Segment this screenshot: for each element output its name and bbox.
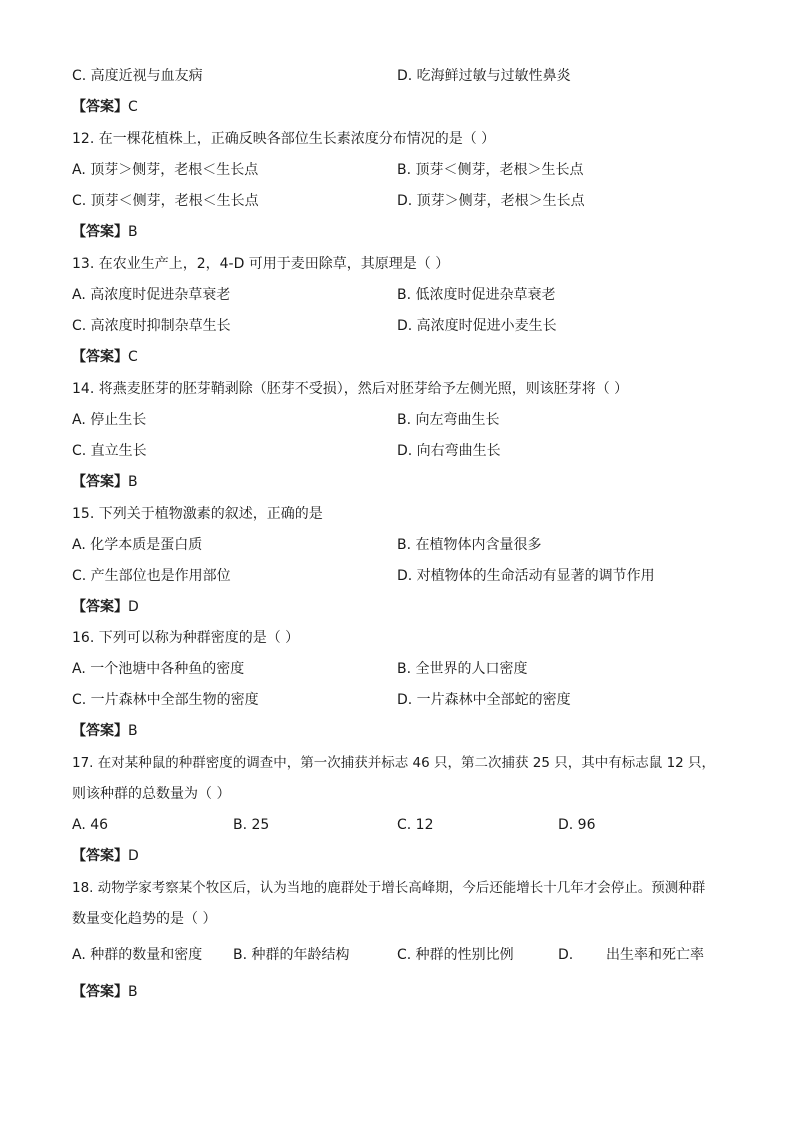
answer-value: C [128,99,138,115]
question-stem: 16. 下列可以称为种群密度的是（ ） [72,630,300,646]
option-d: D. 一片森林中全部蛇的密度 [397,692,571,708]
option-c: C. 产生部位也是作用部位 [72,568,231,584]
option-a: A. 顶芽＞侧芽，老根＜生长点 [72,162,259,178]
option-c: C. 高浓度时抑制杂草生长 [72,318,231,334]
option-d-text: 出生率和死亡率 [606,947,704,963]
question-stem: 17. 在对某种鼠的种群密度的调查中，第一次捕获并标志 46 只，第二次捕获 25 只，其中有标志鼠 12 只， [72,755,716,771]
option-a: A. 停止生长 [72,412,147,428]
option-b: B. 种群的年龄结构 [233,947,350,963]
answer-tag: 【答案】 [72,984,128,1000]
option-d-letter: D. [558,947,574,963]
option-a: A. 化学本质是蛋白质 [72,537,203,553]
answer-tag: 【答案】 [72,723,128,739]
answer-value: C [128,349,138,365]
option-b: B. 25 [233,817,270,833]
option-b: B. 在植物体内含量很多 [397,537,542,553]
answer-tag: 【答案】 [72,349,128,365]
option-b: B. 全世界的人口密度 [397,661,528,677]
answer-tag: 【答案】 [72,99,128,115]
answer-line [72,598,139,616]
answer-line [72,348,138,366]
answer-line [72,983,138,1001]
option-c: C. 直立生长 [72,443,147,459]
answer-line [72,98,138,116]
option-c: C. 高度近视与血友病 [72,68,203,84]
option-c: C. 一片森林中全部生物的密度 [72,692,259,708]
option-a: A. 一个池塘中各种鱼的密度 [72,661,245,677]
option-b: B. 顶芽＜侧芽，老根＞生长点 [397,162,584,178]
answer-tag: 【答案】 [72,224,128,240]
option-d: D. 向右弯曲生长 [397,443,501,459]
answer-value: D [128,848,139,864]
answer-line [72,473,138,491]
answer-tag: 【答案】 [72,474,128,490]
answer-tag: 【答案】 [72,599,128,615]
answer-line [72,847,139,865]
answer-value: B [128,723,138,739]
question-stem: 12. 在一棵花植株上，正确反映各部位生长素浓度分布情况的是（ ） [72,131,496,147]
question-stem-continued: 数量变化趋势的是（ ） [72,911,217,927]
option-b: B. 低浓度时促进杂草衰老 [397,287,556,303]
question-stem: 18. 动物学家考察某个牧区后，认为当地的鹿群处于增长高峰期，今后还能增长十几年才会停止。预测种群 [72,880,706,896]
answer-value: B [128,984,138,1000]
answer-tag: 【答案】 [72,848,128,864]
option-d: D. 高浓度时促进小麦生长 [397,318,557,334]
question-stem-continued: 则该种群的总数量为（ ） [72,786,231,802]
option-a: A. 种群的数量和密度 [72,947,203,963]
option-c: C. 顶芽＜侧芽，老根＜生长点 [72,193,259,209]
option-d: D. 96 [558,817,596,833]
answer-value: B [128,224,138,240]
option-d: D. 对植物体的生命活动有显著的调节作用 [397,568,655,584]
answer-line [72,223,138,241]
answer-value: B [128,474,138,490]
question-stem: 14. 将燕麦胚芽的胚芽鞘剥除（胚芽不受损），然后对胚芽给予左侧光照，则该胚芽将（ ） [72,381,629,397]
option-d: D. 顶芽＞侧芽，老根＞生长点 [397,193,585,209]
answer-line [72,722,138,740]
question-stem: 13. 在农业生产上，2，4-D 可用于麦田除草，其原理是（ ） [72,256,450,272]
option-a: A. 46 [72,817,109,833]
answer-value: D [128,599,139,615]
option-c: C. 12 [397,817,434,833]
question-stem: 15. 下列关于植物激素的叙述，正确的是 [72,506,323,522]
option-c: C. 种群的性别比例 [397,947,514,963]
option-b: B. 向左弯曲生长 [397,412,500,428]
option-d: D. 吃海鲜过敏与过敏性鼻炎 [397,68,571,84]
option-a: A. 高浓度时促进杂草衰老 [72,287,231,303]
